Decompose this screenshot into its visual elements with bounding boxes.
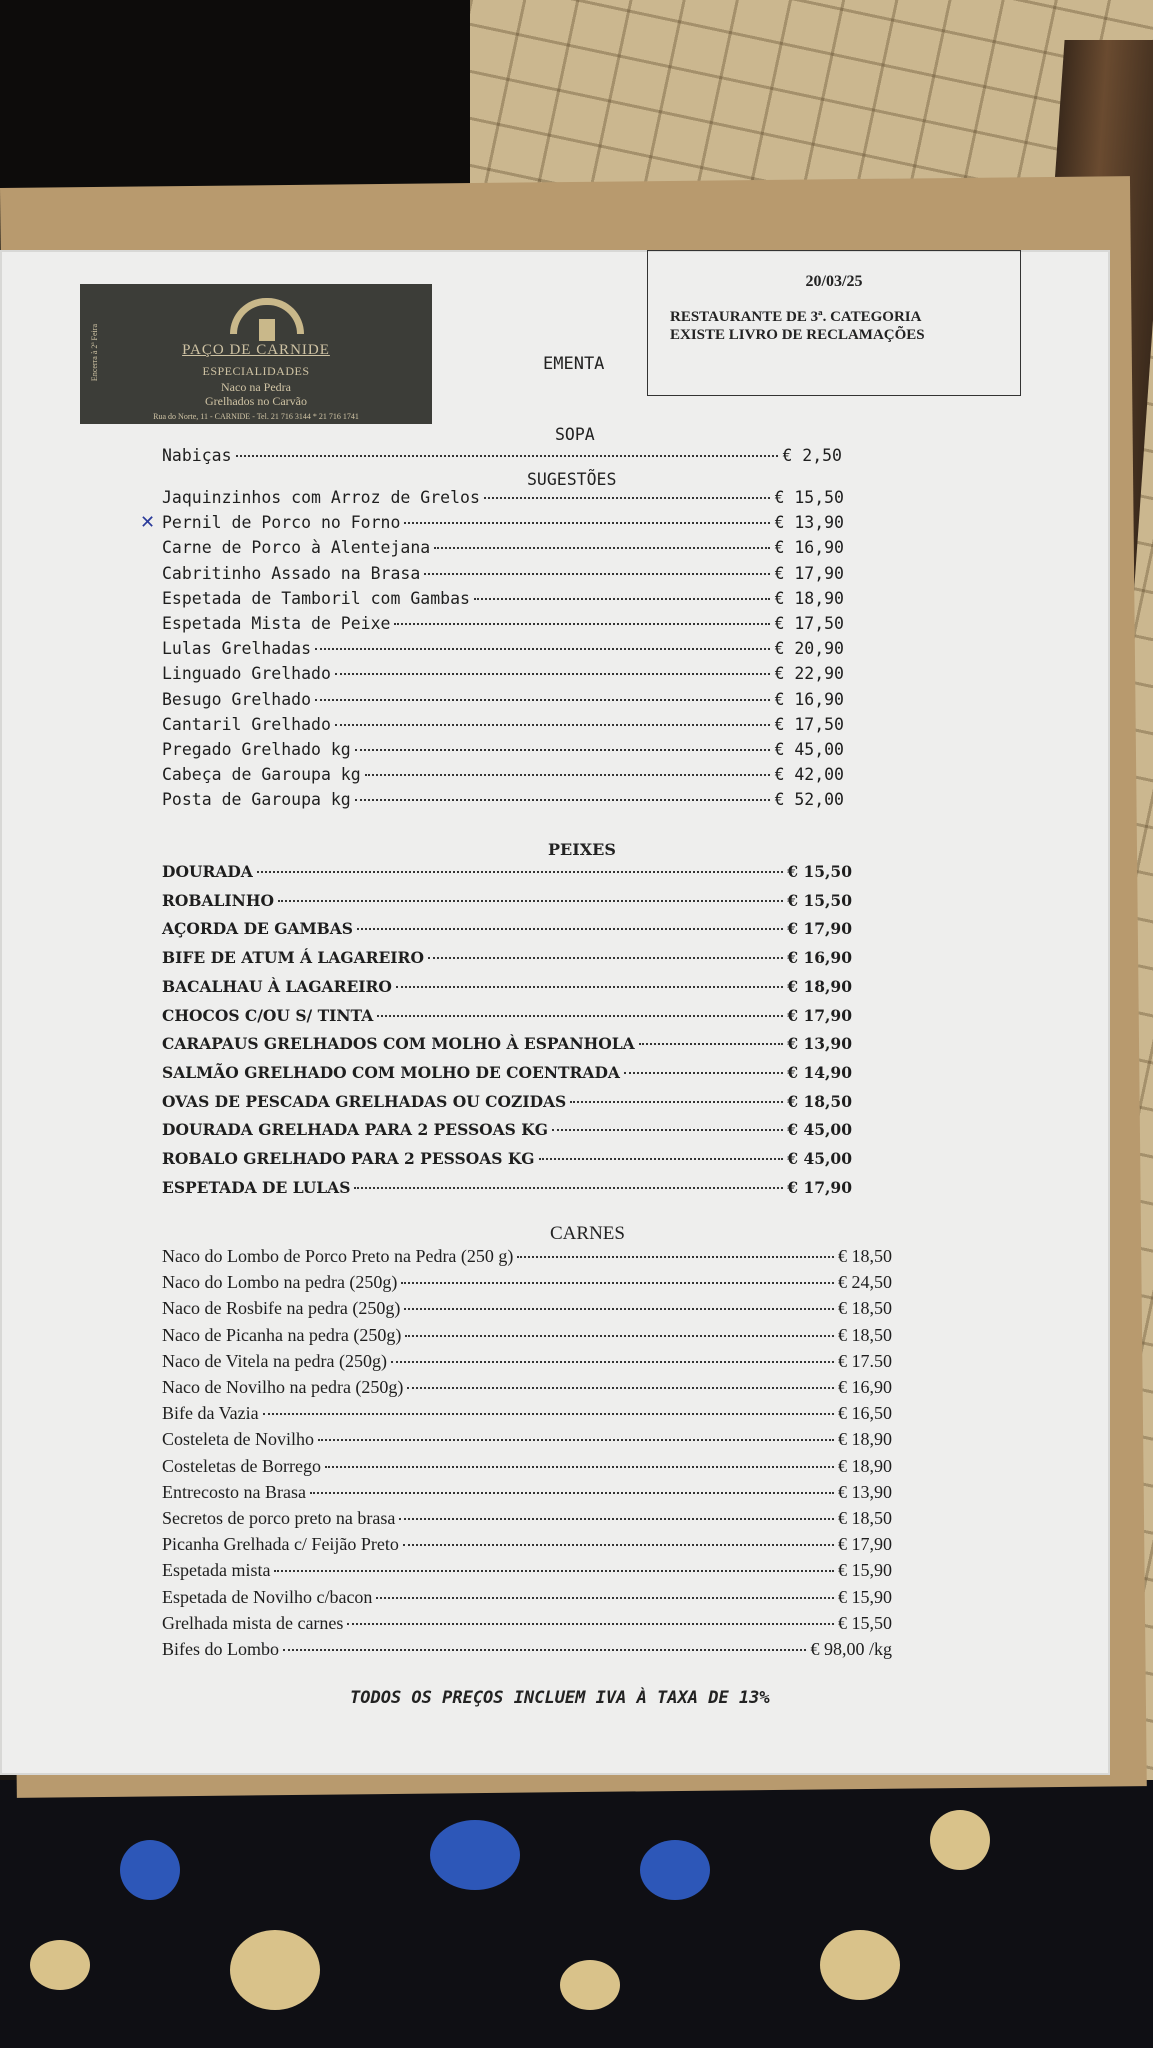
item-price: € 15,90 — [838, 1586, 892, 1607]
item-price: € 17,90 — [787, 1177, 852, 1197]
handwritten-mark-icon: ✕ — [140, 512, 156, 532]
item-price: € 42,00 — [774, 765, 844, 785]
logo-name: PAÇO DE CARNIDE — [182, 342, 330, 358]
section-title-peixes: PEIXES — [548, 840, 616, 859]
carnes-menu-item — [162, 1272, 892, 1298]
item-price: € 13,90 — [838, 1481, 892, 1502]
dot-leader — [357, 928, 783, 930]
floral-fabric — [0, 1780, 1153, 2048]
item-name: Espetada de Novilho c/bacon — [162, 1586, 373, 1607]
peixes-menu-item — [162, 948, 852, 974]
carnes-menu-item — [162, 1403, 892, 1429]
dot-leader — [377, 1015, 783, 1017]
dot-leader — [639, 1043, 784, 1045]
carnes-menu-item — [162, 1482, 892, 1508]
dot-leader — [552, 1129, 783, 1131]
item-name: ROBALINHO — [162, 890, 274, 910]
item-price: € 16,50 — [838, 1403, 892, 1424]
item-price: € 15,90 — [838, 1560, 892, 1581]
carnes-menu-item — [162, 1377, 892, 1403]
dot-leader — [396, 986, 783, 988]
sugestoes-menu-item — [162, 589, 844, 615]
logo-line-2: Grelhados no Carvão — [205, 394, 307, 408]
item-name: DOURADA GRELHADA PARA 2 PESSOAS KG — [162, 1120, 548, 1140]
menu-date: 20/03/25 — [805, 273, 863, 290]
item-name: Naco de Rosbife na pedra (250g) — [162, 1298, 401, 1319]
dot-leader — [624, 1072, 783, 1074]
dot-leader — [376, 1597, 834, 1599]
item-name: Grelhada mista de carnes — [162, 1612, 344, 1633]
item-price: € 13,90 — [774, 513, 844, 533]
peixes-menu-item — [162, 1149, 852, 1175]
item-price: € 52,00 — [774, 790, 844, 810]
carnes-menu-item — [162, 1613, 892, 1639]
item-price: € 17,90 — [787, 919, 852, 939]
item-name: OVAS DE PESCADA GRELHADAS OU COZIDAS — [162, 1091, 567, 1111]
item-price: € 18,90 — [774, 588, 844, 608]
complaints-book-line: EXISTE LIVRO DE RECLAMAÇÕES — [670, 327, 925, 343]
carnes-menu-item — [162, 1587, 892, 1613]
item-name: Costeleta de Novilho — [162, 1429, 314, 1450]
tax-note: TODOS OS PREÇOS INCLUEM IVA À TAXA DE 13% — [350, 1688, 770, 1708]
item-price: € 18,90 — [838, 1455, 892, 1476]
item-price: € 20,90 — [774, 639, 844, 659]
dot-leader — [394, 623, 770, 625]
item-price: € 18,90 — [838, 1429, 892, 1450]
item-name: Cabritinho Assado na Brasa — [162, 563, 421, 583]
item-price: € 18,50 — [838, 1246, 892, 1266]
item-price: € 45,00 — [787, 1149, 852, 1168]
section-title-carnes: CARNES — [550, 1223, 625, 1244]
sugestoes-menu-item — [162, 614, 844, 640]
item-price: € 16,90 — [774, 689, 844, 709]
item-price: € 17,90 — [838, 1534, 892, 1555]
item-price: € 18,50 — [838, 1298, 892, 1319]
restaurant-logo — [80, 284, 432, 424]
item-name: Naco de Picanha na pedra (250g) — [162, 1324, 402, 1345]
item-price: € 17,90 — [774, 563, 844, 583]
item-price: € 17,50 — [774, 614, 844, 633]
item-name: Linguado Grelhado — [162, 664, 331, 684]
peixes-menu-item — [162, 1006, 852, 1032]
item-price: € 2,50 — [782, 446, 842, 465]
dot-leader — [310, 1492, 834, 1494]
item-price: € 15,50 — [787, 862, 852, 881]
dot-leader — [257, 871, 783, 873]
peixes-menu-item — [162, 1063, 852, 1089]
carnes-menu-item — [162, 1298, 892, 1324]
item-name: Jaquinzinhos com Arroz de Grelos — [162, 488, 480, 507]
peixes-menu-item — [162, 919, 852, 945]
peixes-menu-item — [162, 1120, 852, 1146]
menu-title: EMENTA — [543, 354, 605, 374]
item-price: € 18,90 — [787, 976, 852, 996]
item-name: Carne de Porco à Alentejana — [162, 538, 431, 558]
sopa-menu-item — [162, 446, 842, 472]
dot-leader — [474, 598, 771, 600]
item-price: € 45,00 — [787, 1120, 852, 1140]
dot-leader — [405, 1335, 834, 1337]
item-price: € 18,50 — [787, 1091, 852, 1111]
item-name: Cantaril Grelhado — [162, 714, 331, 734]
sugestoes-menu-item — [162, 639, 844, 665]
dot-leader — [365, 774, 771, 776]
item-price: € 13,90 — [787, 1034, 852, 1054]
category-line: RESTAURANTE DE 3ª. CATEGORIA — [670, 309, 922, 325]
menu-sheet — [0, 250, 1110, 1775]
item-name: Naco de Vitela na pedra (250g) — [162, 1350, 387, 1371]
item-name: Lulas Grelhadas — [162, 639, 312, 659]
dot-leader — [335, 724, 771, 726]
sugestoes-menu-item — [162, 790, 844, 816]
item-name: Bife da Vazia — [162, 1403, 259, 1424]
dot-leader — [401, 1282, 834, 1284]
item-price: € 17,90 — [787, 1005, 852, 1025]
item-price: € 15,50 — [838, 1612, 892, 1633]
item-name: Entrecosto na Brasa — [162, 1481, 306, 1502]
dot-leader — [347, 1623, 834, 1625]
logo-specialties: ESPECIALIDADES — [202, 364, 310, 378]
item-name: Secretos de porco preto na brasa — [162, 1508, 396, 1528]
dot-leader — [570, 1101, 783, 1103]
item-name: ROBALO GRELHADO PARA 2 PESSOAS KG — [162, 1149, 535, 1168]
sugestoes-menu-item — [162, 740, 844, 766]
item-price: € 98,00 /kg — [810, 1639, 892, 1659]
item-price: € 14,90 — [787, 1062, 852, 1082]
dot-leader — [236, 455, 779, 457]
item-name: ESPETADA DE LULAS — [162, 1177, 351, 1197]
item-name: BACALHAU À LAGAREIRO — [162, 976, 392, 996]
item-name: Besugo Grelhado — [162, 689, 312, 709]
peixes-menu-item — [162, 1034, 852, 1060]
item-price: € 16,90 — [774, 538, 844, 558]
info-box — [647, 250, 1021, 396]
carnes-menu-item — [162, 1639, 892, 1665]
dot-leader — [318, 1439, 834, 1441]
item-name: Naco do Lombo na pedra (250g) — [162, 1272, 398, 1293]
item-name: Pregado Grelhado kg — [162, 740, 351, 759]
dot-leader — [484, 497, 771, 499]
dot-leader — [428, 957, 783, 959]
dot-leader — [355, 749, 771, 751]
section-title-sopa: SOPA — [555, 425, 595, 444]
peixes-menu-item — [162, 977, 852, 1003]
item-price: € 15,50 — [787, 890, 852, 910]
logo-address: Rua do Norte, 11 - CARNIDE - Tel. 21 716 3144 * 21 716 1741 — [153, 412, 359, 421]
dot-leader — [335, 673, 771, 675]
item-name: Espetada Mista de Peixe — [162, 614, 391, 633]
item-price: € 16,90 — [787, 948, 852, 968]
sugestoes-menu-item — [162, 488, 844, 514]
carnes-menu-item — [162, 1246, 892, 1272]
sugestoes-menu-item — [162, 715, 844, 741]
dot-leader — [315, 648, 770, 650]
peixes-menu-item — [162, 1178, 852, 1204]
dot-leader — [407, 1387, 834, 1389]
item-name: AÇORDA DE GAMBAS — [162, 919, 354, 939]
item-name: Cabeça de Garoupa kg — [162, 765, 361, 785]
logo-mark-icon — [230, 298, 304, 334]
item-name: DOURADA — [162, 862, 253, 881]
carnes-menu-item — [162, 1456, 892, 1482]
item-price: € 24,50 — [838, 1272, 892, 1293]
dot-leader — [274, 1570, 834, 1572]
dot-leader — [403, 1544, 834, 1546]
item-name: Nabiças — [162, 446, 232, 465]
item-name: Picanha Grelhada c/ Feijão Preto — [162, 1534, 399, 1555]
item-price: € 18,50 — [838, 1508, 892, 1528]
sugestoes-menu-item — [162, 564, 844, 590]
dot-leader — [283, 1649, 806, 1651]
item-name: CARAPAUS GRELHADOS COM MOLHO À ESPANHOLA — [162, 1034, 635, 1054]
dot-leader — [404, 522, 770, 524]
carnes-menu-item — [162, 1429, 892, 1455]
item-price: € 16,90 — [838, 1377, 892, 1397]
dot-leader — [278, 900, 783, 902]
dot-leader — [424, 573, 770, 575]
item-name: BIFE DE ATUM Á LAGAREIRO — [162, 948, 424, 968]
item-name: Espetada mista — [162, 1560, 271, 1581]
item-price: € 15,50 — [774, 488, 844, 507]
dot-leader — [517, 1256, 834, 1258]
item-name: Bifes do Lombo — [162, 1639, 279, 1659]
item-name: Costeletas de Borrego — [162, 1455, 321, 1476]
carnes-menu-item — [162, 1325, 892, 1351]
sugestoes-menu-item — [162, 538, 844, 564]
dot-leader — [355, 799, 771, 801]
dot-leader — [539, 1158, 784, 1160]
item-name: Espetada de Tamboril com Gambas — [162, 588, 470, 608]
dot-leader — [399, 1518, 834, 1520]
item-price: € 17,50 — [774, 714, 844, 734]
dot-leader — [263, 1413, 834, 1415]
item-price: € 22,90 — [774, 664, 844, 684]
peixes-menu-item — [162, 1092, 852, 1118]
peixes-menu-item — [162, 891, 852, 917]
dot-leader — [434, 547, 770, 549]
item-price: € 17.50 — [838, 1350, 892, 1371]
sugestoes-menu-item — [162, 513, 844, 539]
sugestoes-menu-item — [162, 765, 844, 791]
peixes-menu-item — [162, 862, 852, 888]
logo-side-text: Encerra à 2ª Feira — [90, 324, 99, 382]
item-name: Naco do Lombo de Porco Preto na Pedra (250 g) — [162, 1246, 514, 1266]
item-price: € 18,50 — [838, 1324, 892, 1345]
dot-leader — [325, 1466, 834, 1468]
sugestoes-menu-item — [162, 664, 844, 690]
item-name: Naco de Novilho na pedra (250g) — [162, 1377, 404, 1397]
logo-line-1: Naco na Pedra — [221, 380, 291, 394]
carnes-menu-item — [162, 1560, 892, 1586]
item-name: Posta de Garoupa kg — [162, 790, 351, 810]
dot-leader — [315, 699, 770, 701]
carnes-menu-item — [162, 1508, 892, 1534]
item-price: € 45,00 — [774, 740, 844, 759]
dot-leader — [404, 1308, 834, 1310]
item-name: Pernil de Porco no Forno — [162, 513, 401, 533]
item-name: CHOCOS C/OU S/ TINTA — [162, 1005, 374, 1025]
dot-leader — [354, 1187, 783, 1189]
sugestoes-menu-item — [162, 690, 844, 716]
item-name: SALMÃO GRELHADO COM MOLHO DE COENTRADA — [162, 1062, 620, 1082]
carnes-menu-item — [162, 1534, 892, 1560]
carnes-menu-item — [162, 1351, 892, 1377]
section-title-sugestoes: SUGESTÕES — [527, 470, 617, 489]
dot-leader — [391, 1361, 834, 1363]
